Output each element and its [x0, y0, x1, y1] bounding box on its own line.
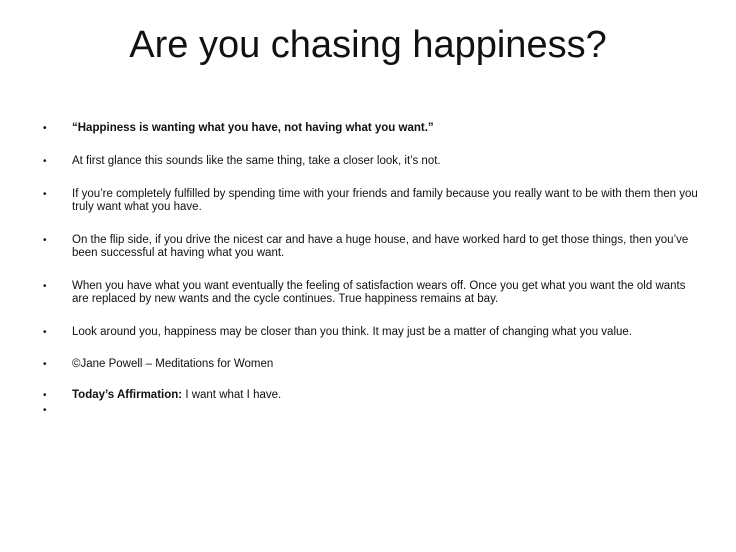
- bullet-dot-icon: •: [43, 281, 47, 292]
- bullet-dot-icon: •: [43, 390, 47, 401]
- bullet-list: [40, 122, 700, 416]
- bullet-item-credit: [40, 358, 700, 371]
- bullet-dot-icon: •: [43, 359, 47, 370]
- affirmation-label: Today’s Affirmation:: [72, 389, 183, 401]
- affirmation-text: I want what I have.: [185, 389, 282, 401]
- bullet-item-first-glance: [40, 155, 700, 168]
- bullet-dot-icon: •: [43, 405, 47, 416]
- bullet-item-quote: [40, 122, 700, 135]
- bullet-text: On the flip side, if you drive the nicest car and have a huge house, and have worked hard to get those things, then you’ve been successful at having what you want.: [72, 234, 689, 259]
- bullet-item-affirmation: [40, 389, 700, 402]
- bullet-text: Look around you, happiness may be closer than you think. It may just be a matter of changing what you value.: [72, 326, 632, 338]
- bullet-item-look-around: [40, 326, 700, 339]
- bullet-text: “Happiness is wanting what you have, not having what you want.”: [72, 122, 434, 134]
- bullet-dot-icon: •: [43, 156, 47, 167]
- slide-title: Are you chasing happiness?: [129, 24, 607, 66]
- bullet-dot-icon: •: [43, 235, 47, 246]
- bullet-text: ©Jane Powell – Meditations for Women: [72, 358, 274, 370]
- bullet-dot-icon: •: [43, 327, 47, 338]
- bullet-item-fulfilled: [40, 188, 700, 214]
- bullet-text: When you have what you want eventually the feeling of satisfaction wears off. Once you get what you want the old wants are replaced by new wants and the cycle continues. True happiness remains at bay.: [72, 280, 686, 305]
- bullet-item-satisfaction: [40, 280, 700, 306]
- bullet-text: At first glance this sounds like the same thing, take a closer look, it’s not.: [72, 155, 441, 167]
- bullet-text: If you’re completely fulfilled by spending time with your friends and family because you really want to be with them then you truly want what you have.: [72, 188, 698, 213]
- bullet-item-flip-side: [40, 234, 700, 260]
- bullet-dot-icon: •: [43, 123, 47, 134]
- bullet-dot-icon: •: [43, 189, 47, 200]
